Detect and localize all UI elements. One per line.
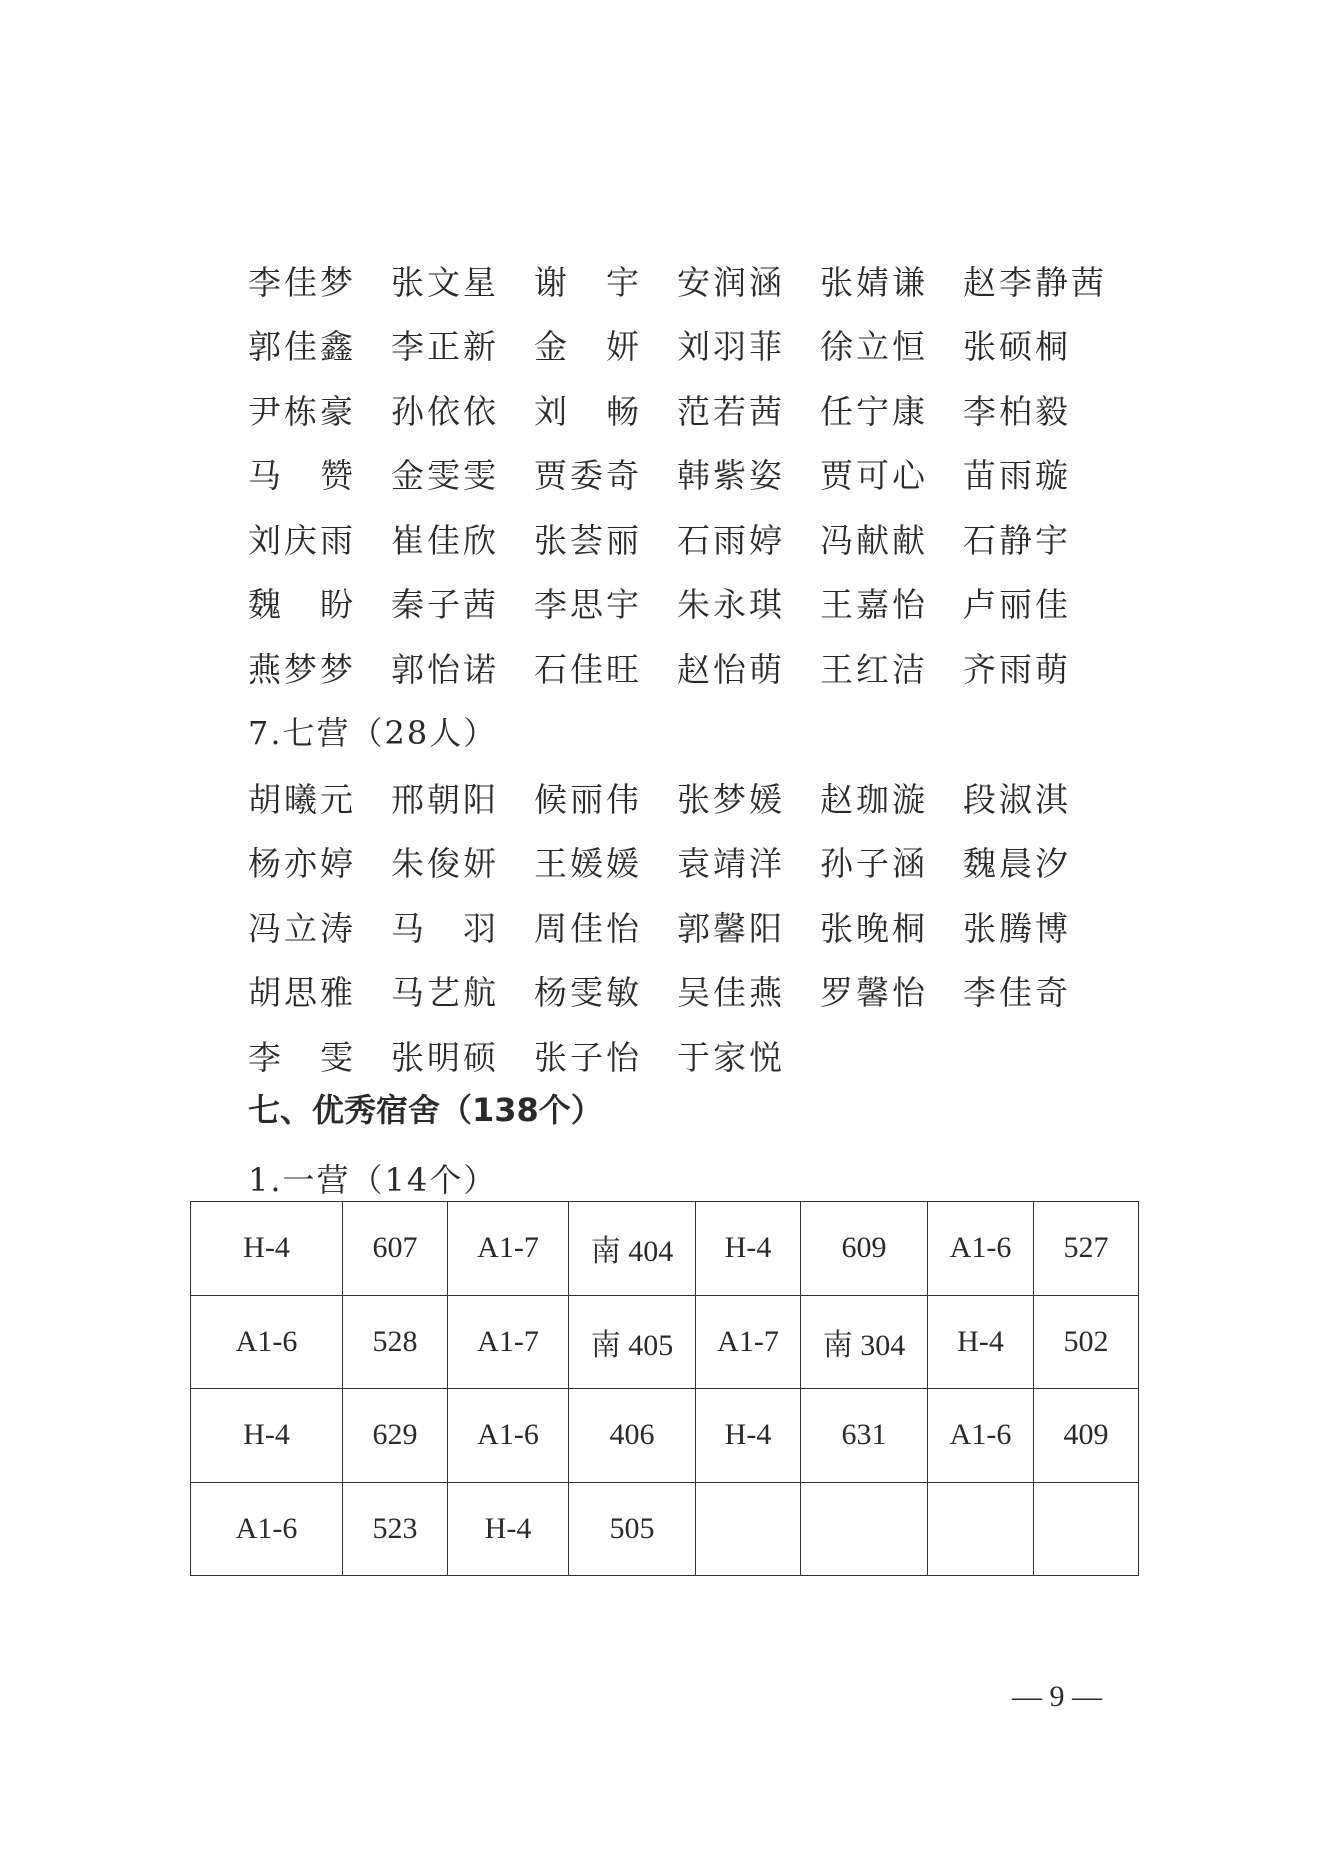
person-name: 徐立恒 <box>820 327 928 367</box>
person-name: 赵李静茜 <box>963 262 1107 302</box>
person-name: 卢丽佳 <box>963 585 1071 625</box>
person-name: 韩紫姿 <box>677 456 785 496</box>
table-cell: A1-6 <box>448 1389 569 1483</box>
person-name: 石静宇 <box>963 520 1071 560</box>
person-name: 张婧谦 <box>820 262 928 302</box>
person-name: 吴佳燕 <box>677 973 785 1013</box>
person-name: 谢 宇 <box>534 262 642 302</box>
table-cell: A1-6 <box>191 1482 343 1576</box>
person-name: 赵珈漩 <box>820 779 928 819</box>
person-name: 朱永琪 <box>677 585 785 625</box>
person-name: 杨雯敏 <box>534 973 642 1013</box>
person-name: 张明硕 <box>391 1037 499 1077</box>
table-cell: H-4 <box>696 1202 801 1296</box>
person-name: 冯献献 <box>820 520 928 560</box>
person-name: 周佳怡 <box>534 908 642 948</box>
name-row <box>248 635 1128 700</box>
table-cell: H-4 <box>191 1202 343 1296</box>
table-cell: 南 404 <box>569 1202 696 1296</box>
name-row <box>248 894 1128 959</box>
person-name: 尹栋豪 <box>248 391 356 431</box>
person-name: 胡思雅 <box>248 973 356 1013</box>
person-name: 李正新 <box>391 327 499 367</box>
person-name: 候丽伟 <box>534 779 642 819</box>
table-cell: H-4 <box>928 1295 1034 1389</box>
person-name: 邢朝阳 <box>391 779 499 819</box>
table-cell <box>696 1482 801 1576</box>
person-name: 石雨婷 <box>677 520 785 560</box>
table-cell: 629 <box>343 1389 448 1483</box>
person-name: 苗雨璇 <box>963 456 1071 496</box>
table-cell: 523 <box>343 1482 448 1576</box>
person-name: 郭馨阳 <box>677 908 785 948</box>
table-cell: H-4 <box>448 1482 569 1576</box>
person-name: 刘羽菲 <box>677 327 785 367</box>
table-row <box>191 1295 1139 1389</box>
name-row <box>248 1023 1128 1088</box>
table-cell: A1-7 <box>448 1202 569 1296</box>
person-name: 郭佳鑫 <box>248 327 356 367</box>
table-cell: 505 <box>569 1482 696 1576</box>
name-list-top <box>248 248 1128 700</box>
person-name: 贾委奇 <box>534 456 642 496</box>
person-name: 胡曦元 <box>248 779 356 819</box>
table-cell: 609 <box>801 1202 928 1296</box>
person-name: 张子怡 <box>534 1037 642 1077</box>
table-cell <box>1034 1482 1139 1576</box>
person-name: 金 妍 <box>534 327 642 367</box>
person-name: 王嘉怡 <box>820 585 928 625</box>
person-name: 袁靖洋 <box>677 844 785 884</box>
table-row <box>191 1482 1139 1576</box>
person-name: 段淑淇 <box>963 779 1071 819</box>
person-name: 安润涵 <box>677 262 785 302</box>
name-row <box>248 571 1128 636</box>
person-name: 张硕桐 <box>963 327 1071 367</box>
table-cell: 南 405 <box>569 1295 696 1389</box>
person-name: 孙子涵 <box>820 844 928 884</box>
person-name: 石佳旺 <box>534 649 642 689</box>
person-name: 赵怡萌 <box>677 649 785 689</box>
name-row <box>248 377 1128 442</box>
person-name: 崔佳欣 <box>391 520 499 560</box>
person-name: 孙依依 <box>391 391 499 431</box>
person-name: 王媛媛 <box>534 844 642 884</box>
page-number: — 9 — <box>1012 1680 1102 1713</box>
table-cell: 406 <box>569 1389 696 1483</box>
table-cell: 607 <box>343 1202 448 1296</box>
person-name: 贾可心 <box>820 456 928 496</box>
table-cell: A1-6 <box>191 1295 343 1389</box>
person-name: 刘 畅 <box>534 391 642 431</box>
table-cell: A1-6 <box>928 1202 1034 1296</box>
name-row <box>248 765 1128 830</box>
table-cell: H-4 <box>191 1389 343 1483</box>
person-name: 朱俊妍 <box>391 844 499 884</box>
person-name: 张梦媛 <box>677 779 785 819</box>
name-list-camp7 <box>248 765 1128 1088</box>
person-name: 张荟丽 <box>534 520 642 560</box>
name-row <box>248 830 1128 895</box>
person-name: 张晚桐 <box>820 908 928 948</box>
person-name: 马 羽 <box>391 908 499 948</box>
person-name: 马 赞 <box>248 456 356 496</box>
person-name: 李佳奇 <box>963 973 1071 1013</box>
name-row <box>248 442 1128 507</box>
person-name: 张腾博 <box>963 908 1071 948</box>
table-row <box>191 1389 1139 1483</box>
person-name: 王红洁 <box>820 649 928 689</box>
person-name: 李佳梦 <box>248 262 356 302</box>
person-name: 刘庆雨 <box>248 520 356 560</box>
person-name: 秦子茜 <box>391 585 499 625</box>
table-cell: 527 <box>1034 1202 1139 1296</box>
table-cell: 528 <box>343 1295 448 1389</box>
person-name: 金雯雯 <box>391 456 499 496</box>
person-name: 李 雯 <box>248 1037 356 1077</box>
table-cell: A1-7 <box>696 1295 801 1389</box>
person-name: 杨亦婷 <box>248 844 356 884</box>
table-row <box>191 1202 1139 1296</box>
person-name: 魏晨汐 <box>963 844 1071 884</box>
person-name: 李柏毅 <box>963 391 1071 431</box>
person-name: 马艺航 <box>391 973 499 1013</box>
table-cell: 631 <box>801 1389 928 1483</box>
table-cell <box>801 1482 928 1576</box>
person-name: 冯立涛 <box>248 908 356 948</box>
table-cell: 502 <box>1034 1295 1139 1389</box>
section-heading: 七、优秀宿舍（138个） <box>248 1091 603 1129</box>
person-name: 魏 盼 <box>248 585 356 625</box>
person-name: 张文星 <box>391 262 499 302</box>
person-name: 于家悦 <box>677 1037 785 1077</box>
person-name: 燕梦梦 <box>248 649 356 689</box>
name-row <box>248 313 1128 378</box>
table-cell: H-4 <box>696 1389 801 1483</box>
name-row <box>248 959 1128 1024</box>
person-name: 李思宇 <box>534 585 642 625</box>
name-row <box>248 506 1128 571</box>
table-cell: 409 <box>1034 1389 1139 1483</box>
person-name: 齐雨萌 <box>963 649 1071 689</box>
person-name: 任宁康 <box>820 391 928 431</box>
dorm-table <box>190 1201 1139 1576</box>
person-name: 范若茜 <box>677 391 785 431</box>
person-name: 罗馨怡 <box>820 973 928 1013</box>
table-cell: 南 304 <box>801 1295 928 1389</box>
name-row <box>248 248 1128 313</box>
camp7-heading: 7.七营（28人） <box>248 714 498 752</box>
table-cell: A1-6 <box>928 1389 1034 1483</box>
table-cell <box>928 1482 1034 1576</box>
camp1-heading: 1.一营（14个） <box>248 1161 498 1199</box>
person-name: 郭怡诺 <box>391 649 499 689</box>
table-cell: A1-7 <box>448 1295 569 1389</box>
